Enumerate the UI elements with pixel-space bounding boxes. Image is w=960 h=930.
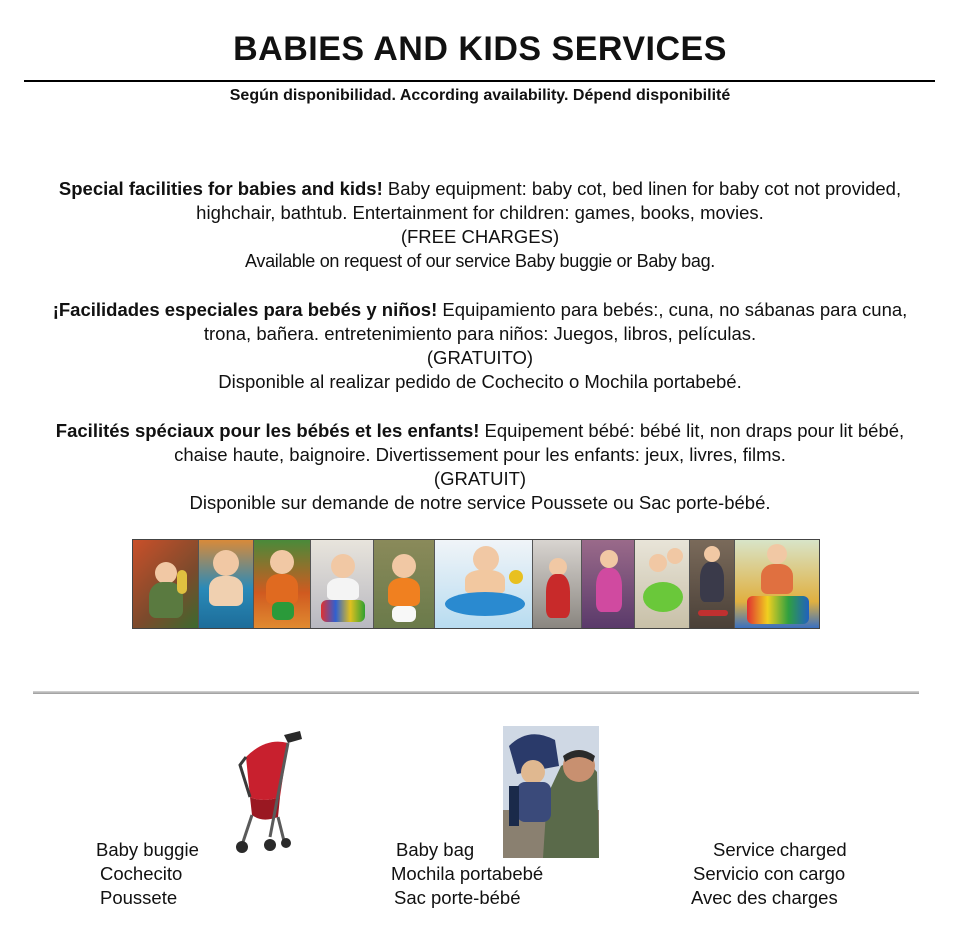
section-french [30,419,930,515]
section-english-paragraph [30,177,930,225]
section-spanish-lead: ¡Facilidades especiales para bebés y niños! [52,299,438,320]
section-french-paragraph [30,419,930,467]
section-french-text: Equipement bébé: bébé lit, non draps pour lit bébé, chaise haute, baignoire. Divertissement pour les enfants: jeux, livres, films. [174,420,905,465]
kids-photo-2 [199,540,254,628]
section-english-note: Available on request of our service Baby buggie or Baby bag. [245,251,715,271]
kids-photo-strip [132,539,820,629]
charged-label-fr: Avec des charges [691,887,838,908]
section-english-lead: Special facilities for babies and kids! [58,178,383,199]
baby-buggie-image [222,727,314,857]
baby-buggie-label-fr: Poussete [100,887,178,908]
baby-buggie-label-es: Cochecito [100,863,183,884]
baby-buggie-label-en: Baby buggie [96,839,199,860]
baby-bag-label-es: Mochila portabebé [391,863,544,884]
kids-photo-3 [254,540,311,628]
section-english-price: (FREE CHARGES) [400,226,560,247]
kids-photo-9 [635,540,690,628]
section-french-lead: Facilités spéciaux pour les bébés et les enfants! [55,420,480,441]
charged-label-es: Servicio con cargo [693,863,846,884]
kids-photo-10 [690,540,735,628]
section-french-note: Disponible sur demande de notre service Poussete ou Sac porte-bébé. [189,492,771,513]
section-english [30,177,930,273]
kids-photo-6 [435,540,533,628]
charged-label-en: Service charged [713,839,847,860]
section-english-text: Baby equipment: baby cot, bed linen for baby cot not provided, highchair, bathtub. Entertainment for children: games, books, movies. [196,178,902,223]
title-underline [24,80,935,82]
kids-photo-8 [582,540,635,628]
baby-bag-label-en: Baby bag [396,839,475,860]
section-spanish-price: (GRATUITO) [426,347,534,368]
section-spanish [30,298,930,394]
service-charged-note [691,838,847,910]
kids-photo-4 [311,540,374,628]
section-divider [33,691,919,694]
section-spanish-text: Equipamiento para bebés:, cuna, no sábanas para cuna, trona, bañera. entretenimiento para niños: Juegos, libros, películas. [203,299,908,344]
baby-bag-label-fr: Sac porte-bébé [394,887,521,908]
availability-subtitle: Según disponibilidad. According availability. Dépend disponibilité [229,87,731,104]
kids-photo-1 [133,540,199,628]
service-baby-buggie [96,838,199,910]
kids-photo-11 [735,540,819,628]
kids-photo-5 [374,540,435,628]
section-spanish-note: Disponible al realizar pedido de Cochecito o Mochila portabebé. [218,371,742,392]
kids-photo-7 [533,540,582,628]
service-baby-bag [391,838,543,910]
page-title: BABIES AND KIDS SERVICES [233,30,727,68]
section-spanish-paragraph [30,298,930,346]
section-french-price: (GRATUIT) [433,468,527,489]
